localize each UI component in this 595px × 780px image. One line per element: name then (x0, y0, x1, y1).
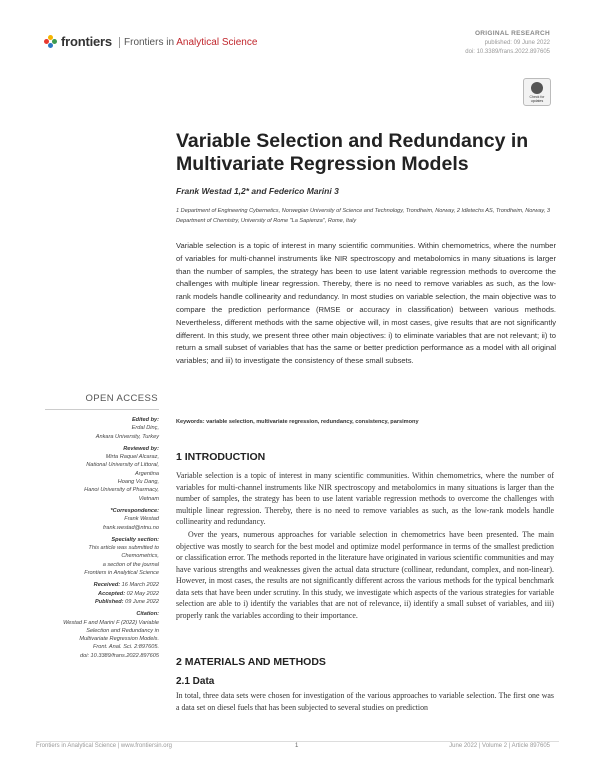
check-for-updates-button[interactable] (523, 78, 551, 106)
citation-label: Citation: (136, 611, 159, 618)
intro-paragraph-1: Variable selection is a topic of interest in many scientific communities. Within chemometrics, where the number of variables for multi-channel instruments like NIR spectroscopy and metabolomics in many situations is larger than the number of samples, the strategy has been to use latent variable regression methods to overcome the challenges with multiple linear regression. Thereby, there is no need to remove variables as such, as the low-rank models handle collinearity and redundancy. (176, 471, 554, 526)
methods-heading: 2 MATERIALS AND METHODS (176, 656, 326, 668)
journal-prefix: Frontiers in (124, 37, 177, 48)
frontiers-logo[interactable] (44, 34, 112, 49)
doi-link[interactable]: doi: 10.3389/frans.2022.897605 (465, 49, 550, 55)
authors[interactable]: Frank Westad 1,2* and Federico Marini 3 (176, 186, 339, 196)
journal-name[interactable] (124, 37, 257, 48)
intro-paragraph-2: Over the years, numerous approaches for variable selection in chemometrics have been presented. The main objective was mostly to search for the best model and optimize model performance in terms of the smallest prediction or classification error. The methods reported in the literature have originated in various scientific communities and may have various strengths and weaknesses given the actual data structure (collinear, redundant, complex, and non-linear). However, in most cases, the results are not significantly different across the various methods for the typical benchmark data sets that have been under scrutiny. In this study, we investigate which aspects of the various strategies for variable selection are able to i) identify the variables that are not of relevance, ii) identify a small subset of variables, and iii) properly rank the variables according to their importance. (176, 530, 554, 620)
journal-highlight: Analytical Science (176, 37, 258, 48)
affiliations: 1 Department of Engineering Cybernetics, Norwegian University of Science and Technology, Trondheim, Norway, 2 Idletechs AS, Trondheim, Norway, 3 Department of Chemistry, University of Rome "La Sapienza", Rome, Italy (176, 208, 551, 224)
methods-paragraph-1: In total, three data sets were chosen for investigation of the various approaches to variable selection. The first one was a data set on diesel fuels that has been subjected to several studies on prediction (176, 691, 554, 712)
article-type: ORIGINAL RESEARCH (474, 30, 550, 37)
sidebar-divider (45, 409, 159, 410)
specialty-section: This article was submitted to Chemometrics, a section of the journal Frontiers in Analytical Science (84, 545, 159, 577)
article-title: Variable Selection and Redundancy in Multivariate Regression Models (176, 130, 529, 175)
frontiers-logo-icon (44, 35, 58, 49)
check-updates-icon (531, 82, 543, 94)
accepted-label: Accepted: (98, 590, 126, 597)
page-number: 1 (295, 743, 299, 749)
sidebar-info (40, 416, 159, 664)
published-date-sidebar: 09 June 2022 (125, 598, 159, 605)
correspondence[interactable]: Frank Westad frank.westad@ntnu.no (102, 516, 159, 531)
editor: Erdal Dinç, Ankara University, Turkey (95, 425, 159, 440)
correspondence-label: *Correspondence: (110, 507, 159, 514)
specialty-label: Specialty section: (111, 536, 159, 543)
received-label: Received: (93, 582, 121, 589)
footer-journal[interactable]: Frontiers in Analytical Science | www.frontiersin.org (36, 743, 172, 749)
received-date: 16 March 2022 (121, 582, 159, 589)
open-access-label: OPEN ACCESS (85, 393, 158, 404)
published-label: Published: (94, 598, 124, 605)
reviewers: Mirta Raquel Alcaraz, National University of Littoral, Argentina Hoang Vu Dang, Hanoi University of Pharmacy, Vietnam (84, 454, 159, 502)
reviewed-label: Reviewed by: (123, 445, 159, 452)
abstract: Variable selection is a topic of interest in many scientific communities. Within chemometrics, where the number of variables for multi-channel instruments like NIR spectroscopy and metabolomics in many situations is larger than the number of samples, the strategy has been to use latent variable regression methods to overcome the challenges with multiple linear regression. Thereby, there is no need to remove variables as such, as the low-rank models handle collinearity and redundancy. In most studies on variable selection, the main objective was to compare the prediction performance (RMSE or accuracy in classification) between various methods. Nevertheless, different methods with the same objective will, in most cases, give results that are not significantly different. In this study, we present three other main objectives: i) to eliminate variables that are not relevant; ii) to return a small subset of variables that has the same or better prediction performance as a model with all original variables; and iii) to investigate the consistency of these small subsets. (176, 241, 556, 366)
accepted-date: 02 May 2022 (126, 590, 159, 597)
header-divider (119, 37, 120, 48)
edited-label: Edited by: (131, 417, 159, 423)
intro-heading: 1 INTRODUCTION (176, 451, 266, 463)
citation: Westad F and Marini F (2022) Variable Selection and Redundancy in Multivariate Regression Models. Front. Anal. Sci. 2:897605. doi: 10.3389/frans.2022.897605 (63, 619, 159, 659)
logo-text: frontiers (61, 34, 112, 49)
check-updates-label: Check for updates (529, 95, 545, 103)
data-subheading: 2.1 Data (176, 676, 215, 687)
published-date: published: 09 June 2022 (484, 40, 550, 46)
footer-divider (36, 741, 559, 742)
keywords: Keywords: variable selection, multivariate regression, redundancy, consistency, parsimony (176, 419, 419, 425)
footer-volume: June 2022 | Volume 2 | Article 897605 (449, 743, 550, 749)
